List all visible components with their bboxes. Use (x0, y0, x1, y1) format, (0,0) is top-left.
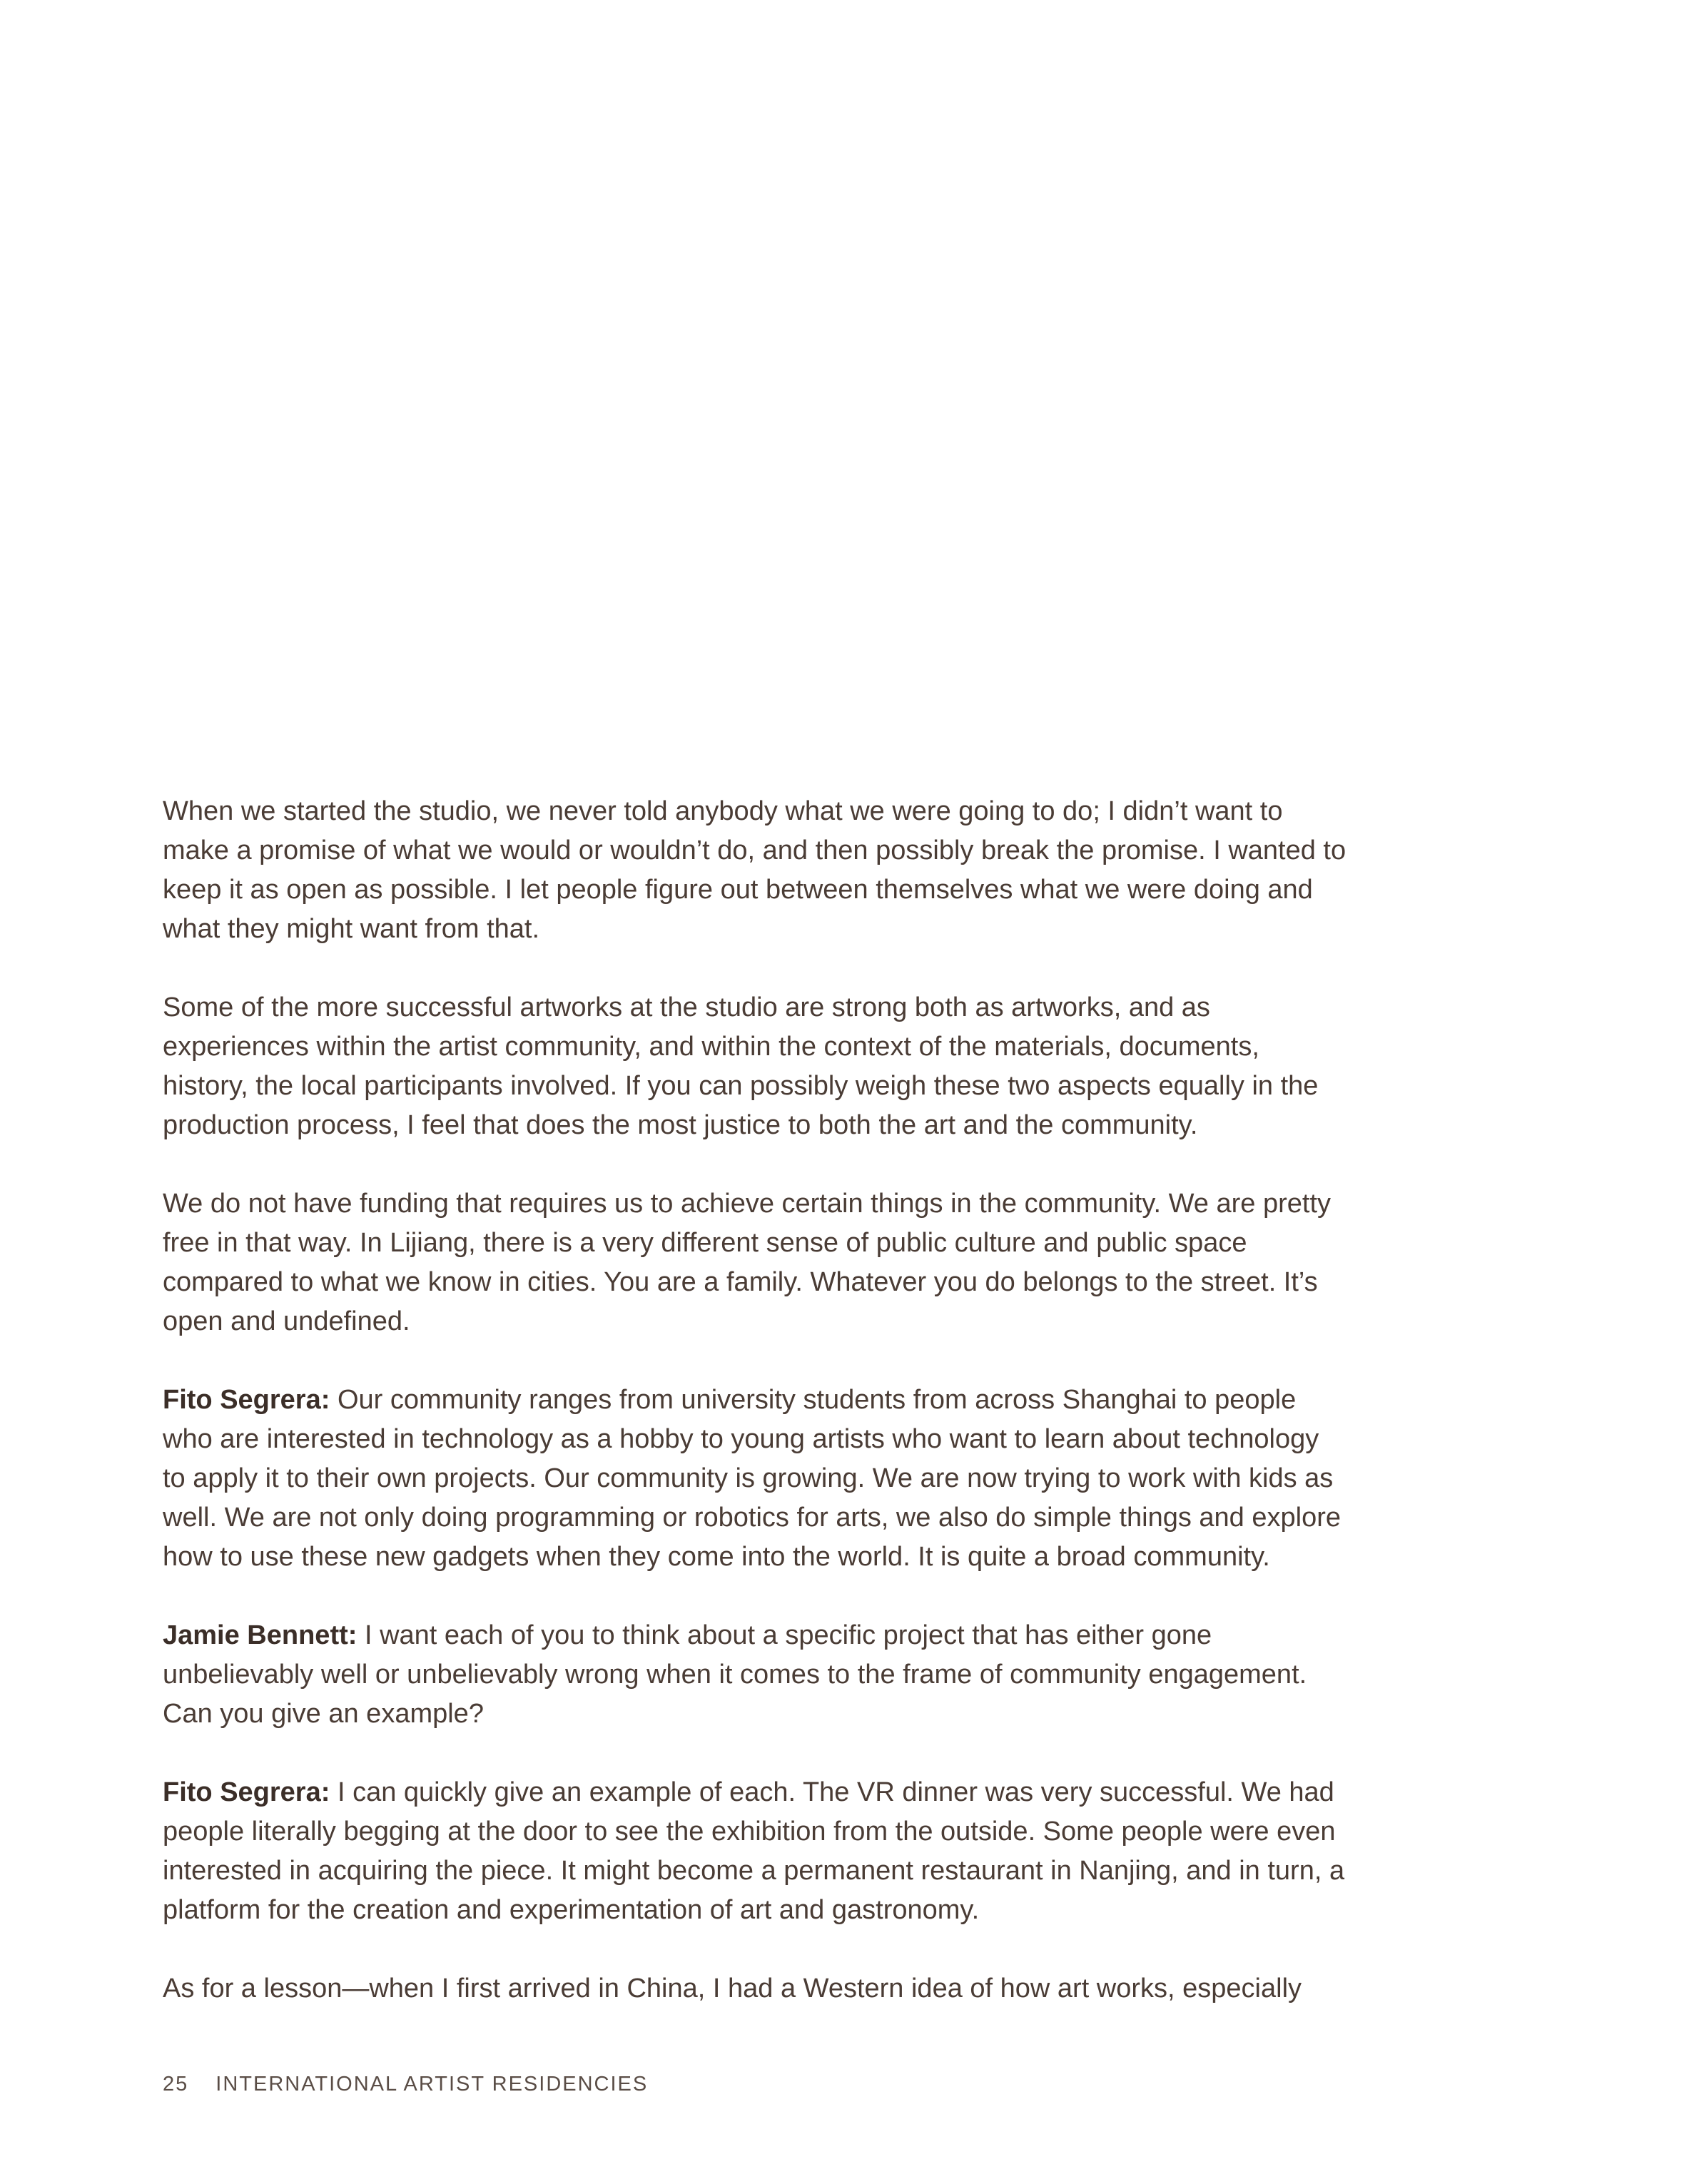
page-number: 25 (163, 2073, 189, 2096)
speaker-name: Fito Segrera: (163, 1777, 330, 1807)
page-footer (163, 2073, 648, 2096)
paragraph-text: I want each of you to think about a specific project that has either gone unbelievably well or unbelievably wrong when it comes to the frame of community engagement. Can you give an example? (163, 1620, 1307, 1729)
paragraph-text: When we started the studio, we never told anybody what we were going to do; I didn’t want to make a promise of what we would or wouldn’t do, and then possibly break the promise. I wanted to keep it as open as possible. I let people figure out between themselves what we were doing and what they might want from that. (163, 796, 1346, 944)
paragraph-text: Some of the more successful artworks at the studio are strong both as artworks, and as experiences within the artist community, and within the context of the materials, documents, history, the local participants involved. If you can possibly weigh these two aspects equally in the production process, I feel that does the most justice to both the art and the community. (163, 992, 1319, 1140)
paragraph-text: We do not have funding that requires us to achieve certain things in the community. We are pretty free in that way. In Lijiang, there is a very different sense of public culture and public space compared to what we know in cities. You are a family. Whatever you do belongs to the street. It’s open and undefined. (163, 1189, 1332, 1336)
speaker-name: Fito Segrera: (163, 1385, 330, 1415)
paragraph-text: Our community ranges from university students from across Shanghai to people who are interested in technology as a hobby to young artists who want to learn about technology to apply it to their own projects. Our community is growing. We are now trying to work with kids as well. We are not only doing programming or robotics for arts, we also do simple things and explore how to use these new gadgets when they come into the world. It is quite a broad community. (163, 1385, 1341, 1572)
paragraph (163, 988, 1347, 1145)
speaker-name: Jamie Bennett: (163, 1620, 357, 1650)
paragraph (163, 1969, 1347, 2008)
paragraph-text: As for a lesson—when I first arrived in China, I had a Western idea of how art works, especially (163, 1974, 1302, 2003)
paragraph (163, 1773, 1347, 1930)
paragraph (163, 1184, 1347, 1341)
paragraph (163, 1616, 1347, 1734)
paragraph-text: I can quickly give an example of each. The VR dinner was very successful. We had people literally begging at the door to see the exhibition from the outside. Some people were even interested in acquiring the piece. It might become a permanent restaurant in Nanjing, and in turn, a platform for the creation and experimentation of art and gastronomy. (163, 1777, 1345, 1925)
body-text (163, 792, 1347, 2008)
running-title: INTERNATIONAL ARTIST RESIDENCIES (215, 2073, 649, 2096)
paragraph (163, 1381, 1347, 1577)
paragraph (163, 792, 1347, 949)
